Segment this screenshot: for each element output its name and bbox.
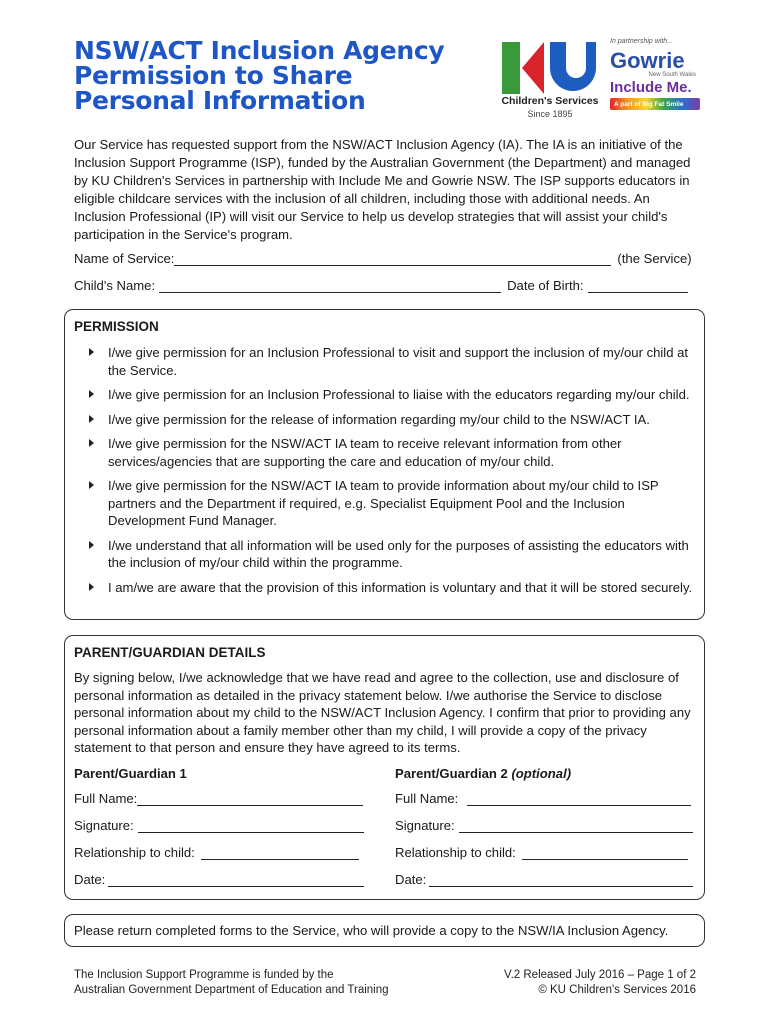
title-line-3: Personal Information [74, 86, 366, 115]
big-fat-smile-banner [610, 98, 700, 110]
gowrie-logo: Gowrie [610, 48, 685, 73]
permission-item: I/we understand that all information will be used only for the purposes of assisting the educators with the inclusion of my/our child within the programme. [74, 537, 694, 572]
permission-item: I am/we are aware that the provision of this information is voluntary and that it will be stored securely. [74, 579, 694, 597]
return-note: Please return completed forms to the Service, who will provide a copy to the NSW/IA Inclusion Agency. [74, 923, 669, 938]
g2-date-input[interactable] [429, 873, 693, 887]
ku-logo-mark [500, 40, 600, 96]
guardian2-optional: (optional) [511, 766, 572, 781]
bullet-icon [89, 415, 94, 423]
gowrie-sub: New South Wales [648, 72, 696, 78]
g2-date-row: Date: [395, 872, 693, 887]
permission-box [64, 309, 705, 620]
g2-signature-input[interactable] [459, 819, 693, 833]
service-suffix: (the Service) [617, 251, 692, 266]
g1-date-input[interactable] [108, 873, 364, 887]
intro-paragraph: Our Service has requested support from the NSW/ACT Inclusion Agency (IA). The IA is an initiative of the Inclusion Support Programme (ISP), funded by the Australian Government (the Department) and managed by KU Children's Services in partnership with Include Me and Gowrie NSW. The ISP supports educators in eligible childcare services with the inclusion of all children, including those with additional needs. An Inclusion Professional (IP) will visit our Service to help us develop strategies that will assist your child's participation in the Service's program. [74, 137, 691, 242]
g1-relationship-row: Relationship to child: [74, 845, 359, 860]
g1-relationship-input[interactable] [201, 846, 359, 860]
page-title [74, 38, 444, 113]
permission-item: I/we give permission for the release of information regarding my/our child to the NSW/ACT IA. [74, 411, 694, 429]
permission-item: I/we give permission for an Inclusion Professional to liaise with the educators regarding my/our child. [74, 386, 694, 404]
include-me-logo: Include Me. [610, 79, 692, 96]
guardian-details-box [64, 635, 705, 900]
return-note-box [64, 914, 705, 947]
g2-relationship-row: Relationship to child: [395, 845, 688, 860]
permission-item: I/we give permission for the NSW/ACT IA team to provide information about my/our child to ISP partners and the Department if required, e.g. Specialist Equipment Pool and the Inclusion Development Fund Manager. [74, 477, 694, 530]
footer-left [74, 968, 389, 998]
permission-list [74, 344, 694, 603]
footer-version: V.2 Released July 2016 – Page 1 of 2 [503, 969, 696, 981]
bullet-icon [89, 541, 94, 549]
g1-signature-row: Signature: [74, 818, 364, 833]
bullet-icon [89, 439, 94, 447]
ku-logo [500, 40, 600, 120]
g1-signature-input[interactable] [138, 819, 364, 833]
permission-heading: PERMISSION [74, 319, 159, 334]
bullet-icon [89, 583, 94, 591]
title-line-2: Permission to Share [74, 61, 353, 90]
service-field-row [74, 251, 694, 266]
big-fat-smile-text: Big Fat Smile [642, 100, 684, 108]
child-name-label: Child's Name: [74, 278, 156, 293]
dob-input[interactable] [588, 279, 688, 293]
child-field-row [74, 278, 694, 293]
include-me-sub: A part of [614, 100, 641, 108]
g2-signature-row: Signature: [395, 818, 693, 833]
bullet-icon [89, 481, 94, 489]
g2-full-name-row: Full Name: [395, 791, 691, 806]
guardian1-heading: Parent/Guardian 1 [74, 766, 187, 781]
guardian2-heading: Parent/Guardian 2 (optional) [395, 766, 572, 781]
g2-relationship-input[interactable] [522, 846, 688, 860]
footer-funding-line2: Australian Government Department of Education and Training [74, 984, 389, 996]
guardian-heading: PARENT/GUARDIAN DETAILS [74, 645, 266, 660]
g2-full-name-input[interactable] [467, 792, 691, 806]
title-line-1: NSW/ACT Inclusion Agency [74, 36, 445, 65]
g1-full-name-input[interactable] [137, 792, 363, 806]
ku-since: Since 1895 [527, 109, 573, 119]
guardian-consent-text: By signing below, I/we acknowledge that we have read and agree to the collection, use and disclosure of personal information as detailed in the privacy statement below. I/we authorise the Service to disclose personal information about my child to the NSW/ACT Inclusion Agency. I confirm that prior to providing any personal information about a family member other than my child, I will provide a copy of the privacy statement to that person and ensure they have agreed to its terms. [74, 670, 691, 755]
bullet-icon [89, 390, 94, 398]
footer-copyright: © KU Children's Services 2016 [538, 984, 696, 996]
partner-logos [610, 38, 700, 110]
service-label: Name of Service: [74, 251, 175, 266]
g1-full-name-row: Full Name: [74, 791, 363, 806]
g1-date-row: Date: [74, 872, 364, 887]
service-name-input[interactable] [174, 252, 611, 266]
ku-caption: Children's Services [501, 95, 599, 107]
permission-item: I/we give permission for an Inclusion Professional to visit and support the inclusion of my/our child at the Service. [74, 344, 694, 379]
bullet-icon [89, 348, 94, 356]
dob-label: Date of Birth: [507, 278, 584, 293]
partnership-text: In partnership with... [610, 38, 674, 45]
child-name-input[interactable] [159, 279, 501, 293]
permission-item: I/we give permission for the NSW/ACT IA team to receive relevant information from other services/agencies that are supporting the care and education of my/our child. [74, 435, 694, 470]
footer-funding-line1: The Inclusion Support Programme is funded by the [74, 969, 334, 981]
footer-right [504, 968, 696, 998]
